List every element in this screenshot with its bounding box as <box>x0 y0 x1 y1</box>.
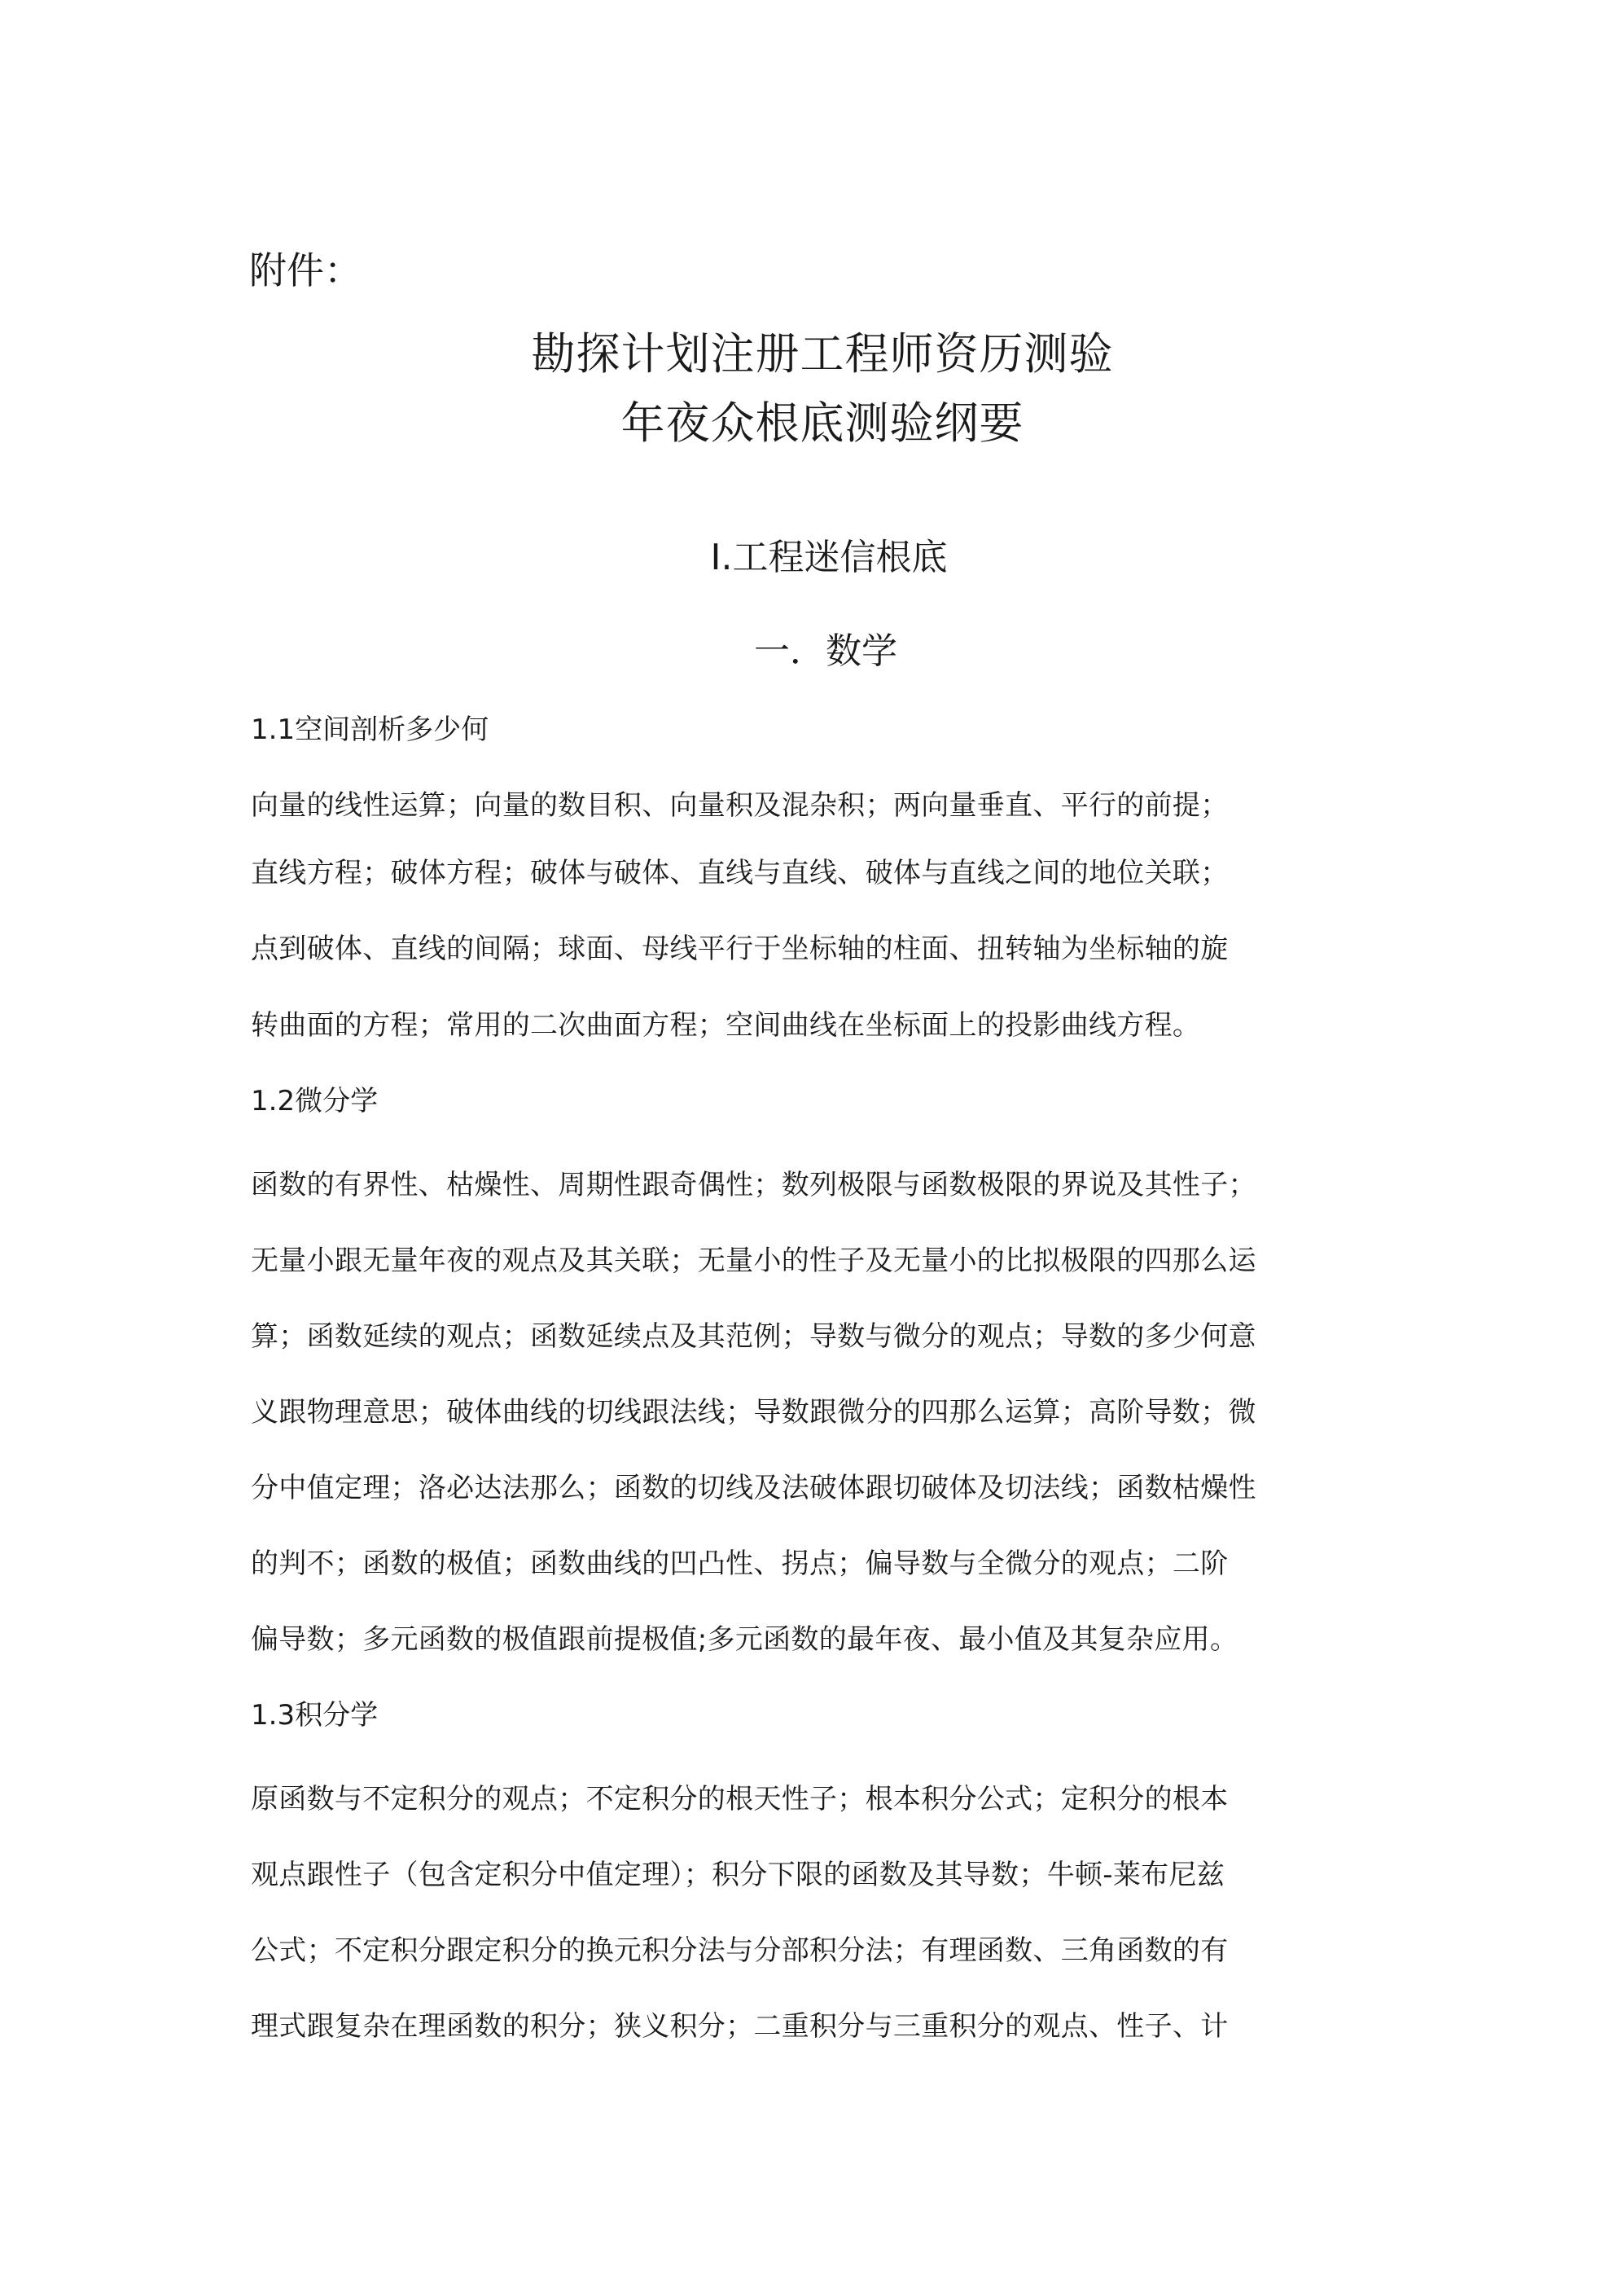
section-heading-1-3: 1.3积分学 <box>251 1699 379 1732</box>
paragraph-line: 原函数与不定积分的观点；不定积分的根天性子；根本积分公式；定积分的根本 <box>251 1783 1229 1815</box>
paragraph-line: 算；函数延续的观点；函数延续点及其范例；导数与微分的观点；导数的多少何意 <box>251 1320 1256 1353</box>
attachment-label: 附件： <box>249 248 362 292</box>
paragraph-line: 直线方程；破体方程；破体与破体、直线与直线、破体与直线之间的地位关联； <box>251 857 1229 889</box>
paragraph-line: 公式；不定积分跟定积分的换元积分法与分部积分法；有理函数、三角函数的有 <box>251 1934 1229 1967</box>
section-heading-1-2: 1.2微分学 <box>251 1085 379 1117</box>
part-title: Ⅰ.工程迷信根底 <box>710 537 948 578</box>
paragraph-line: 点到破体、直线的间隔；球面、母线平行于坐标轴的柱面、扭转轴为坐标轴的旋 <box>251 933 1229 965</box>
paragraph-line: 转曲面的方程；常用的二次曲面方程；空间曲线在坐标面上的投影曲线方程。 <box>251 1009 1201 1042</box>
paragraph-line: 观点跟性子（包含定积分中值定理）；积分下限的函数及其导数；牛顿-莱布尼兹 <box>251 1859 1225 1891</box>
document-title-line-1: 勘探计划注册工程师资历测验 <box>531 328 1114 380</box>
paragraph-line: 义跟物理意思；破体曲线的切线跟法线；导数跟微分的四那么运算；高阶导数；微 <box>251 1396 1256 1429</box>
paragraph-line: 函数的有界性、枯燥性、周期性跟奇偶性；数列极限与函数极限的界说及其性子； <box>251 1169 1256 1201</box>
paragraph-line: 偏导数；多元函数的极值跟前提极值;多元函数的最年夜、最小值及其复杂应用。 <box>251 1623 1238 1656</box>
paragraph-line: 分中值定理；洛必达法那么；函数的切线及法破体跟切破体及切法线；函数枯燥性 <box>251 1472 1256 1504</box>
chapter-title: 一．数学 <box>754 630 897 672</box>
paragraph-line: 理式跟复杂在理函数的积分；狭义积分；二重积分与三重积分的观点、性子、计 <box>251 2010 1229 2043</box>
section-heading-1-1: 1.1空间剖析多少何 <box>251 713 489 746</box>
paragraph-line: 向量的线性运算；向量的数目积、向量积及混杂积；两向量垂直、平行的前提； <box>251 789 1229 822</box>
paragraph-line: 的判不；函数的极值；函数曲线的凹凸性、拐点；偏导数与全微分的观点；二阶 <box>251 1547 1229 1580</box>
document-title-line-2: 年夜众根底测验纲要 <box>620 397 1024 449</box>
paragraph-line: 无量小跟无量年夜的观点及其关联；无量小的性子及无量小的比拟极限的四那么运 <box>251 1245 1256 1277</box>
